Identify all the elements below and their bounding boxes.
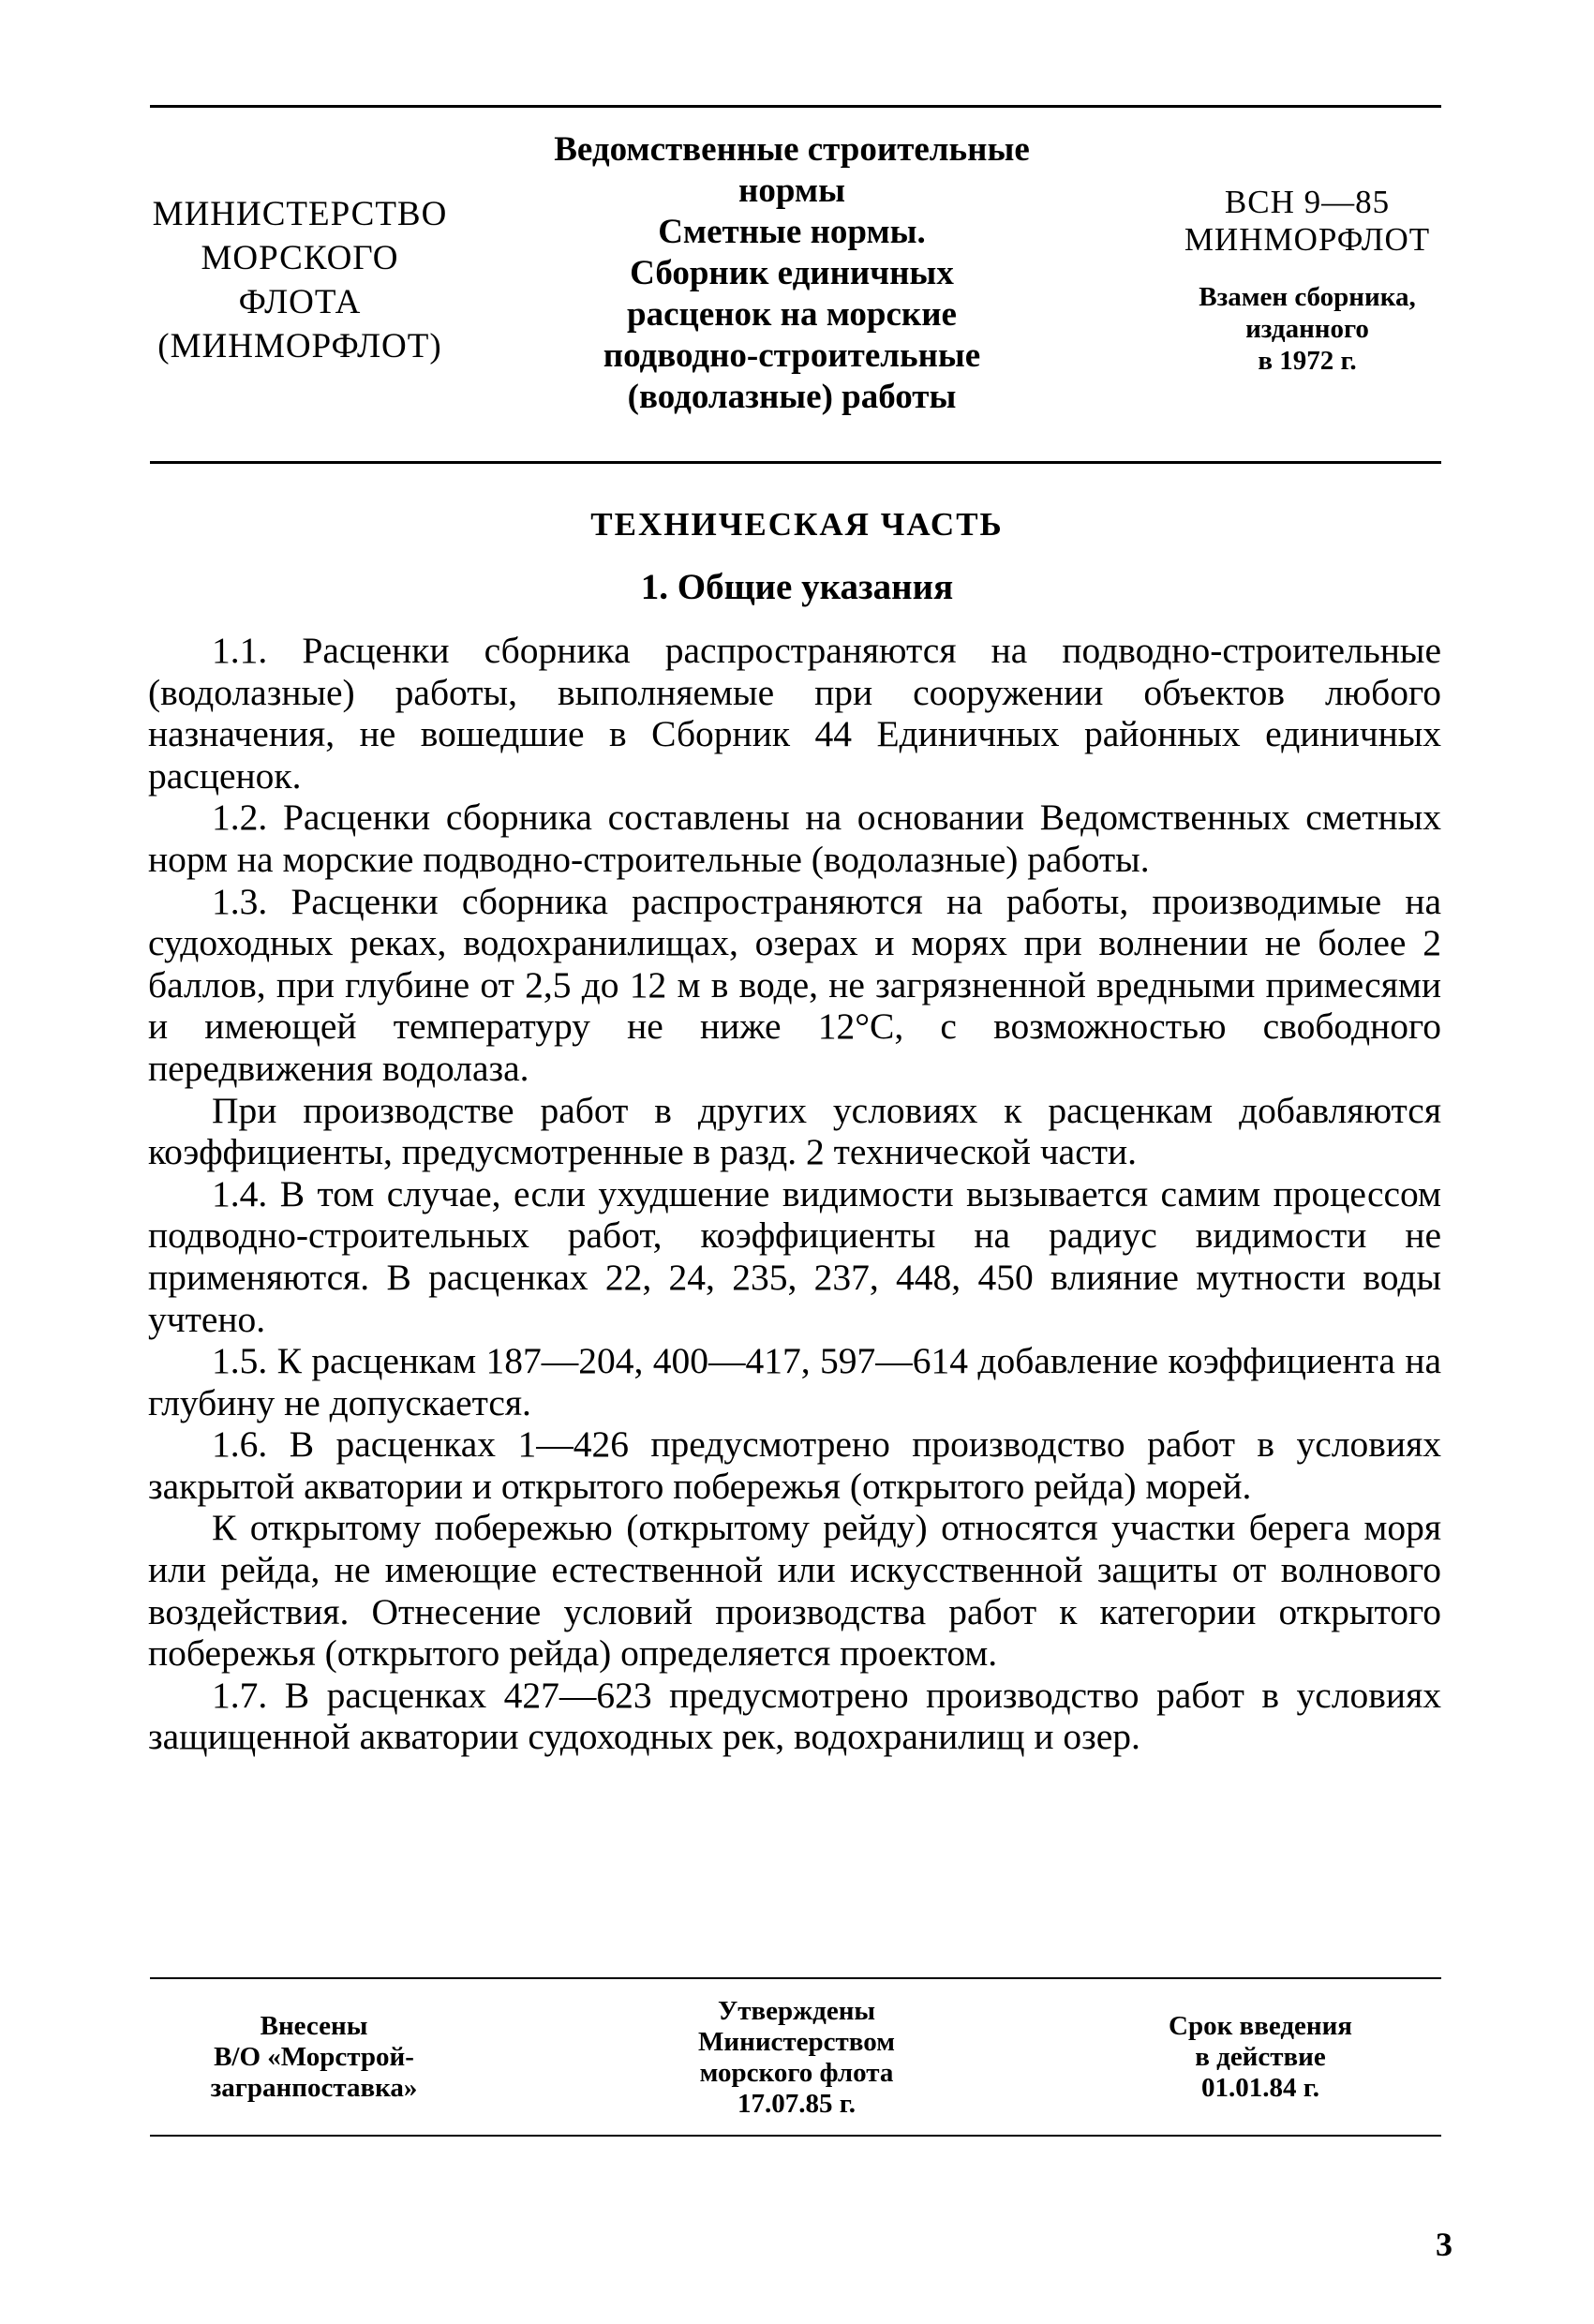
paragraph: К открытому побережью (открытому рейду) относятся участки берега моря или рейда, не имеющие естественной или искусственной защиты от волнового воздействия. Отнесение условий производства работ к категории открытого побережья (открытого рейда) определяется проектом. — [148, 1507, 1441, 1675]
replacement-note — [1148, 281, 1467, 377]
footer-line: Внесены — [260, 2011, 368, 2041]
footer-line: Министерством — [698, 2027, 895, 2057]
submitted-by — [159, 2011, 469, 2104]
paragraph: 1.7. В расценках 427—623 предусмотрено производство работ в условиях защищенной акватории судоходных рек, водохранилищ и озер. — [148, 1674, 1441, 1758]
page-number: 3 — [1436, 2226, 1452, 2263]
subsection-heading: 1. Общие указания — [640, 567, 954, 607]
ministry-block — [141, 192, 459, 368]
paragraph: 1.2. Расценки сборника составлены на основании Ведомственных сметных норм на морские подводно-строительные (водолазные) работы. — [148, 797, 1441, 880]
footer-line: В/О «Морстрой- — [214, 2042, 414, 2072]
footer-line: морского флота — [699, 2058, 894, 2088]
footer-line: Срок введения — [1169, 2011, 1352, 2041]
body-text — [148, 630, 1441, 1758]
footer-line: Утверждены — [717, 1996, 876, 2026]
footer-line: 01.01.84 г. — [1201, 2073, 1319, 2103]
title-line: Сборник единичных — [630, 254, 954, 292]
footer-line: в действие — [1195, 2042, 1326, 2072]
title-line: подводно-строительные — [603, 336, 981, 375]
replace-line: в 1972 г. — [1258, 346, 1357, 376]
header-bottom-rule — [150, 461, 1441, 464]
title-line: Сметные нормы. — [658, 213, 926, 251]
ministry-line: МОРСКОГО — [201, 239, 399, 277]
document-code — [1148, 184, 1467, 259]
ministry-line: (МИНМОРФЛОТ) — [157, 327, 442, 365]
top-rule — [150, 105, 1441, 108]
paragraph: 1.6. В расценках 1—426 предусмотрено производство работ в условиях закрытой акватории и открытого побережья (открытого рейда) морей. — [148, 1423, 1441, 1507]
paragraph: 1.1. Расценки сборника распространяются на подводно-строительные (водолазные) работы, выполняемые при сооружении объектов любого назначения, не вошедшие в Сборник 44 Единичных районных единичных расценок. — [148, 630, 1441, 797]
document-title — [511, 129, 1073, 418]
code-line: МИНМОРФЛОТ — [1184, 221, 1431, 258]
footer-line: 17.07.85 г. — [737, 2089, 856, 2119]
replace-line: Взамен сборника, — [1199, 282, 1416, 312]
section-heading: ТЕХНИЧЕСКАЯ ЧАСТЬ — [590, 506, 1004, 543]
paragraph: При производстве работ в других условиях к расценкам добавляются коэффициенты, предусмотренные в разд. 2 технической части. — [148, 1089, 1441, 1173]
paragraph: 1.5. К расценкам 187—204, 400—417, 597—614 добавление коэффициента на глубину не допускается. — [148, 1340, 1441, 1423]
ministry-line: ФЛОТА — [238, 283, 362, 321]
title-line: расценок на морские — [627, 295, 957, 334]
title-line: (водолазные) работы — [627, 378, 957, 416]
footer-bottom-rule — [150, 2135, 1441, 2137]
approved-by — [618, 1996, 975, 2120]
footer-line: загранпоставка» — [210, 2073, 418, 2103]
title-line: нормы — [738, 171, 845, 210]
paragraph: 1.3. Расценки сборника распространяются на работы, производимые на судоходных реках, водохранилищах, озерах и морях при волнении не более 2 баллов, при глубине от 2,5 до 12 м в воде, не загрязненной вредными примесями и имеющей температуру не ниже 12°С, с возможностью свободного передвижения водолаза. — [148, 880, 1441, 1089]
title-line: Ведомственные строительные — [554, 130, 1030, 169]
replace-line: изданного — [1245, 314, 1369, 344]
code-block — [1148, 184, 1467, 377]
ministry-line: МИНИСТЕРСТВО — [152, 195, 448, 233]
code-line: ВСН 9—85 — [1224, 184, 1391, 220]
footer-top-rule — [150, 1977, 1441, 1979]
paragraph: 1.4. В том случае, если ухудшение видимости вызывается самим процессом подводно-строительных работ, коэффициенты на радиус видимости не применяются. В расценках 22, 24, 235, 237, 448, 450 влияние мутности воды учтено. — [148, 1172, 1441, 1340]
effective-date — [1106, 2011, 1415, 2104]
